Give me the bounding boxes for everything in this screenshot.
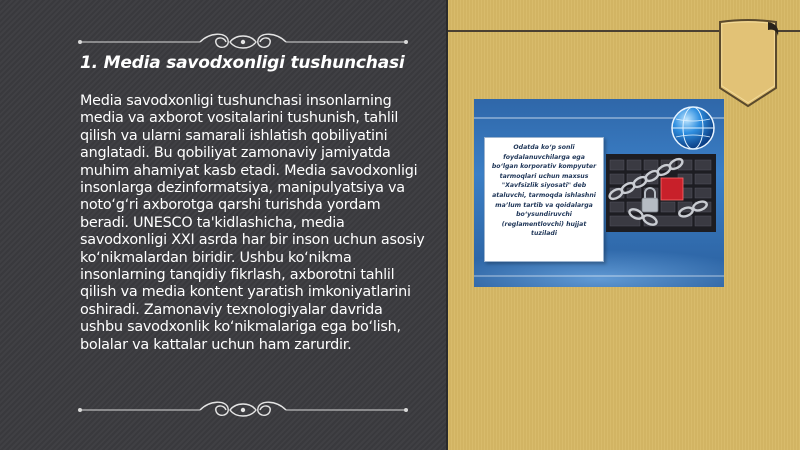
slide-title: 1. Media savodxonligi tushunchasi	[80, 53, 405, 73]
image-band-bottom	[474, 275, 724, 277]
security-policy-caption: Odatda ko‘p sonli foydalanuvchilarga ega bo‘lgan korporativ kompyuter tarmoqlari uchun maxsus "Xavfsizlik siyosati" deb ataluvchi, tarmoqda ishlashni ma’lum tartib va qoidalarga bo‘ysundiruvchi (reglamentlovchi) hujjat tuziladi	[484, 137, 604, 262]
ornament-flourish-bottom-icon	[78, 396, 408, 420]
bookmark-ribbon-icon	[716, 18, 780, 128]
security-policy-image	[474, 99, 724, 287]
ornament-flourish-top-icon	[78, 30, 408, 54]
chain-lock-icon	[606, 154, 716, 232]
slide-body-text: Media savodxonligi tushunchasi insonlarning media va axborot vositalarini tushunish, tahlil qilish va ularni samarali ishlatish qobiliyatini anglatadi. Bu qobiliyat zamonaviy jamiyatda muhim ahamiyat kasb etadi. Media savodxonligi insonlarga dezinformatsiya, manipulyatsiya va noto‘g‘ri axborotga qarshi turishda yordam beradi. UNESCO ta'kidlashicha, media savodxonligi XXI asrda har bir inson uchun asosiy ko‘nikmalardan biridir. Ushbu ko‘nikma insonlarning tanqidiy fikrlash, axborotni tahlil qilish va media kontent yaratish imkoniyatlarini oshiradi. Zamonaviy texnologiyalar davrida ushbu savodxonlik ko‘nikmalariga ega bo‘lish, bolalar va kattalar uchun ham zarurdir.	[80, 93, 425, 353]
globe-icon	[670, 105, 716, 151]
